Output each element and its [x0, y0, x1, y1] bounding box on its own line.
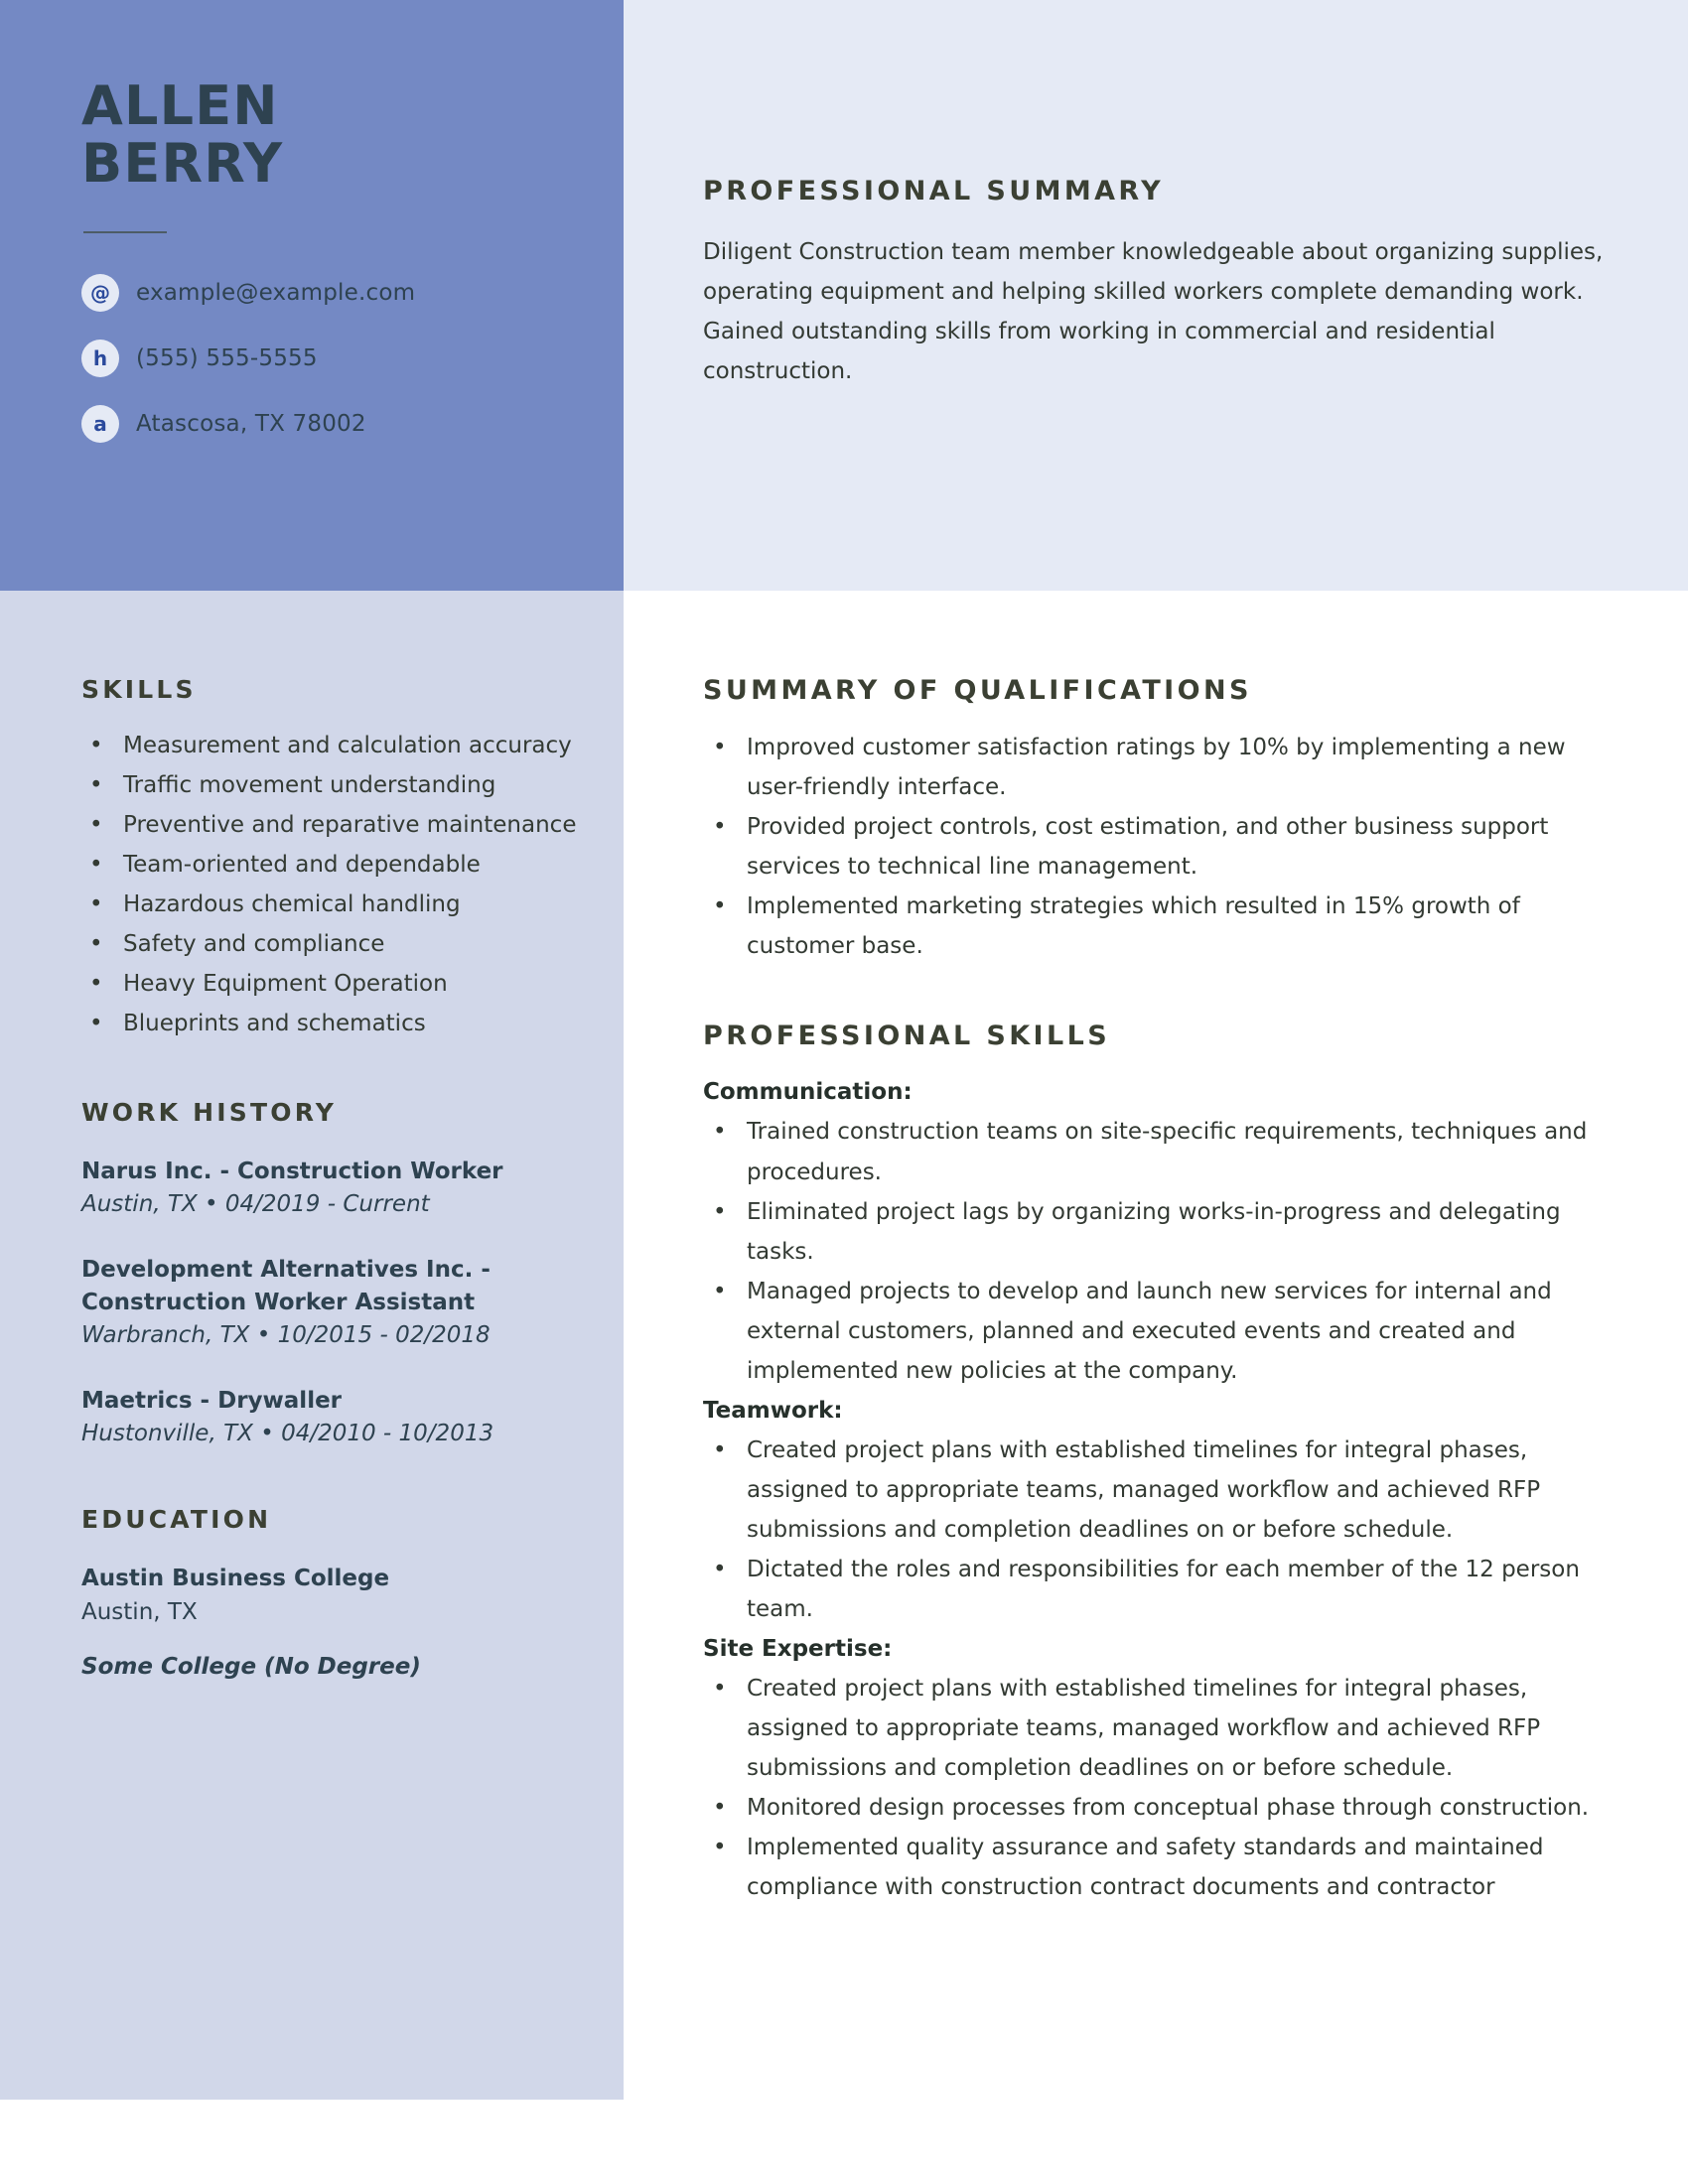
contact-email[interactable]: [81, 273, 564, 313]
job-meta: Hustonville, TX • 04/2010 - 10/2013: [81, 1421, 494, 1447]
list-item: • Team-oriented and dependable: [81, 845, 578, 885]
list-item: • Traffic movement understanding: [81, 765, 578, 805]
list-item: • Eliminated project lags by organizing works-in-progress and delegating tasks.: [703, 1192, 1617, 1272]
list-item: • Blueprints and schematics: [81, 1004, 578, 1043]
contact-phone[interactable]: [81, 339, 564, 378]
list-item: • Monitored design processes from conceptual phase through construction.: [703, 1788, 1617, 1828]
list-item: • Provided project controls, cost estimation, and other business support services to technical line management.: [703, 807, 1617, 887]
work-history-section: [81, 1099, 578, 1450]
main-content: [624, 591, 1688, 1907]
list-item: • Hazardous chemical handling: [81, 885, 578, 924]
phone-icon: h: [81, 340, 119, 377]
list-item: • Measurement and calculation accuracy: [81, 726, 578, 765]
professional-summary-section: [624, 0, 1688, 591]
skills-list: [81, 726, 578, 1043]
header-identity-panel: [0, 0, 624, 591]
job-title: Development Alternatives Inc. - Construction Worker Assistant: [81, 1257, 491, 1316]
skill-group-teamwork: [703, 1391, 1617, 1629]
name-divider: [83, 231, 167, 233]
education-school: Austin Business College: [81, 1566, 390, 1592]
education-location: Austin, TX: [81, 1598, 198, 1625]
professional-summary-heading: PROFESSIONAL SUMMARY: [703, 176, 1165, 206]
work-history-entry: [81, 1385, 578, 1449]
list-item: • Created project plans with established timelines for integral phases, assigned to appropriate teams, managed workflow and achieved RFP submissions and completion deadlines on or before schedule.: [703, 1431, 1617, 1550]
job-title: Maetrics - Drywaller: [81, 1388, 343, 1415]
list-item: • Implemented quality assurance and safety standards and maintained compliance with construction contract documents and contractor: [703, 1828, 1617, 1907]
list-item: • Dictated the roles and responsibilities for each member of the 12 person team.: [703, 1550, 1617, 1629]
professional-skills-section: [703, 1022, 1617, 1907]
list-item: • Safety and compliance: [81, 924, 578, 964]
work-history-entry: [81, 1254, 578, 1351]
candidate-name: [81, 74, 564, 196]
first-name: ALLEN: [81, 74, 279, 137]
contact-list: [81, 273, 564, 444]
list-item: • Preventive and reparative maintenance: [81, 805, 578, 845]
skill-group-label: Teamwork:: [703, 1397, 843, 1424]
list-item: • Implemented marketing strategies which resulted in 15% growth of customer base.: [703, 887, 1617, 966]
qualifications-list: [703, 728, 1617, 966]
skill-group-list: [703, 1431, 1617, 1629]
work-history-entry: [81, 1156, 578, 1220]
summary-of-qualifications-section: [703, 676, 1617, 966]
contact-email-value: example@example.com: [136, 279, 416, 306]
at-sign-icon: @: [81, 274, 119, 312]
sidebar-content: [0, 591, 624, 1684]
professional-summary-text: Diligent Construction team member knowledgeable about organizing supplies, operating equipment and helping skilled workers complete demanding work. Gained outstanding skills from working in commercial and residential construction.: [703, 238, 1604, 384]
last-name: BERRY: [81, 132, 284, 196]
contact-address[interactable]: [81, 404, 564, 444]
professional-skills-heading: PROFESSIONAL SKILLS: [703, 1020, 1111, 1051]
contact-phone-value: (555) 555-5555: [136, 344, 318, 371]
skill-group-label: Site Expertise:: [703, 1635, 893, 1662]
list-item: • Improved customer satisfaction ratings by 10% by implementing a new user-friendly interface.: [703, 728, 1617, 807]
skills-section: [81, 676, 578, 1043]
education-degree: Some College (No Degree): [81, 1653, 421, 1680]
address-icon: a: [81, 405, 119, 443]
skill-group-site-expertise: [703, 1629, 1617, 1907]
job-meta: Austin, TX • 04/2019 - Current: [81, 1190, 430, 1217]
skill-group-label: Communication:: [703, 1079, 913, 1106]
job-title: Narus Inc. - Construction Worker: [81, 1159, 503, 1185]
list-item: • Managed projects to develop and launch new services for internal and external customers, planned and executed events and created and implemented new policies at the company.: [703, 1272, 1617, 1391]
education-section: [81, 1506, 578, 1685]
skill-group-list: [703, 1669, 1617, 1907]
work-history-heading: WORK HISTORY: [81, 1097, 338, 1127]
skill-group-communication: [703, 1072, 1617, 1390]
contact-address-value: Atascosa, TX 78002: [136, 410, 366, 437]
skills-heading: SKILLS: [81, 675, 197, 704]
summary-of-qualifications-heading: SUMMARY OF QUALIFICATIONS: [703, 675, 1252, 706]
spacer: [703, 1050, 1617, 1072]
list-item: • Created project plans with established timelines for integral phases, assigned to appropriate teams, managed workflow and achieved RFP submissions and completion deadlines on or before schedule.: [703, 1669, 1617, 1788]
list-item: • Heavy Equipment Operation: [81, 964, 578, 1004]
job-meta: Warbranch, TX • 10/2015 - 02/2018: [81, 1321, 491, 1348]
skill-group-list: [703, 1112, 1617, 1390]
education-heading: EDUCATION: [81, 1504, 272, 1534]
list-item: • Trained construction teams on site-specific requirements, techniques and procedures.: [703, 1112, 1617, 1191]
